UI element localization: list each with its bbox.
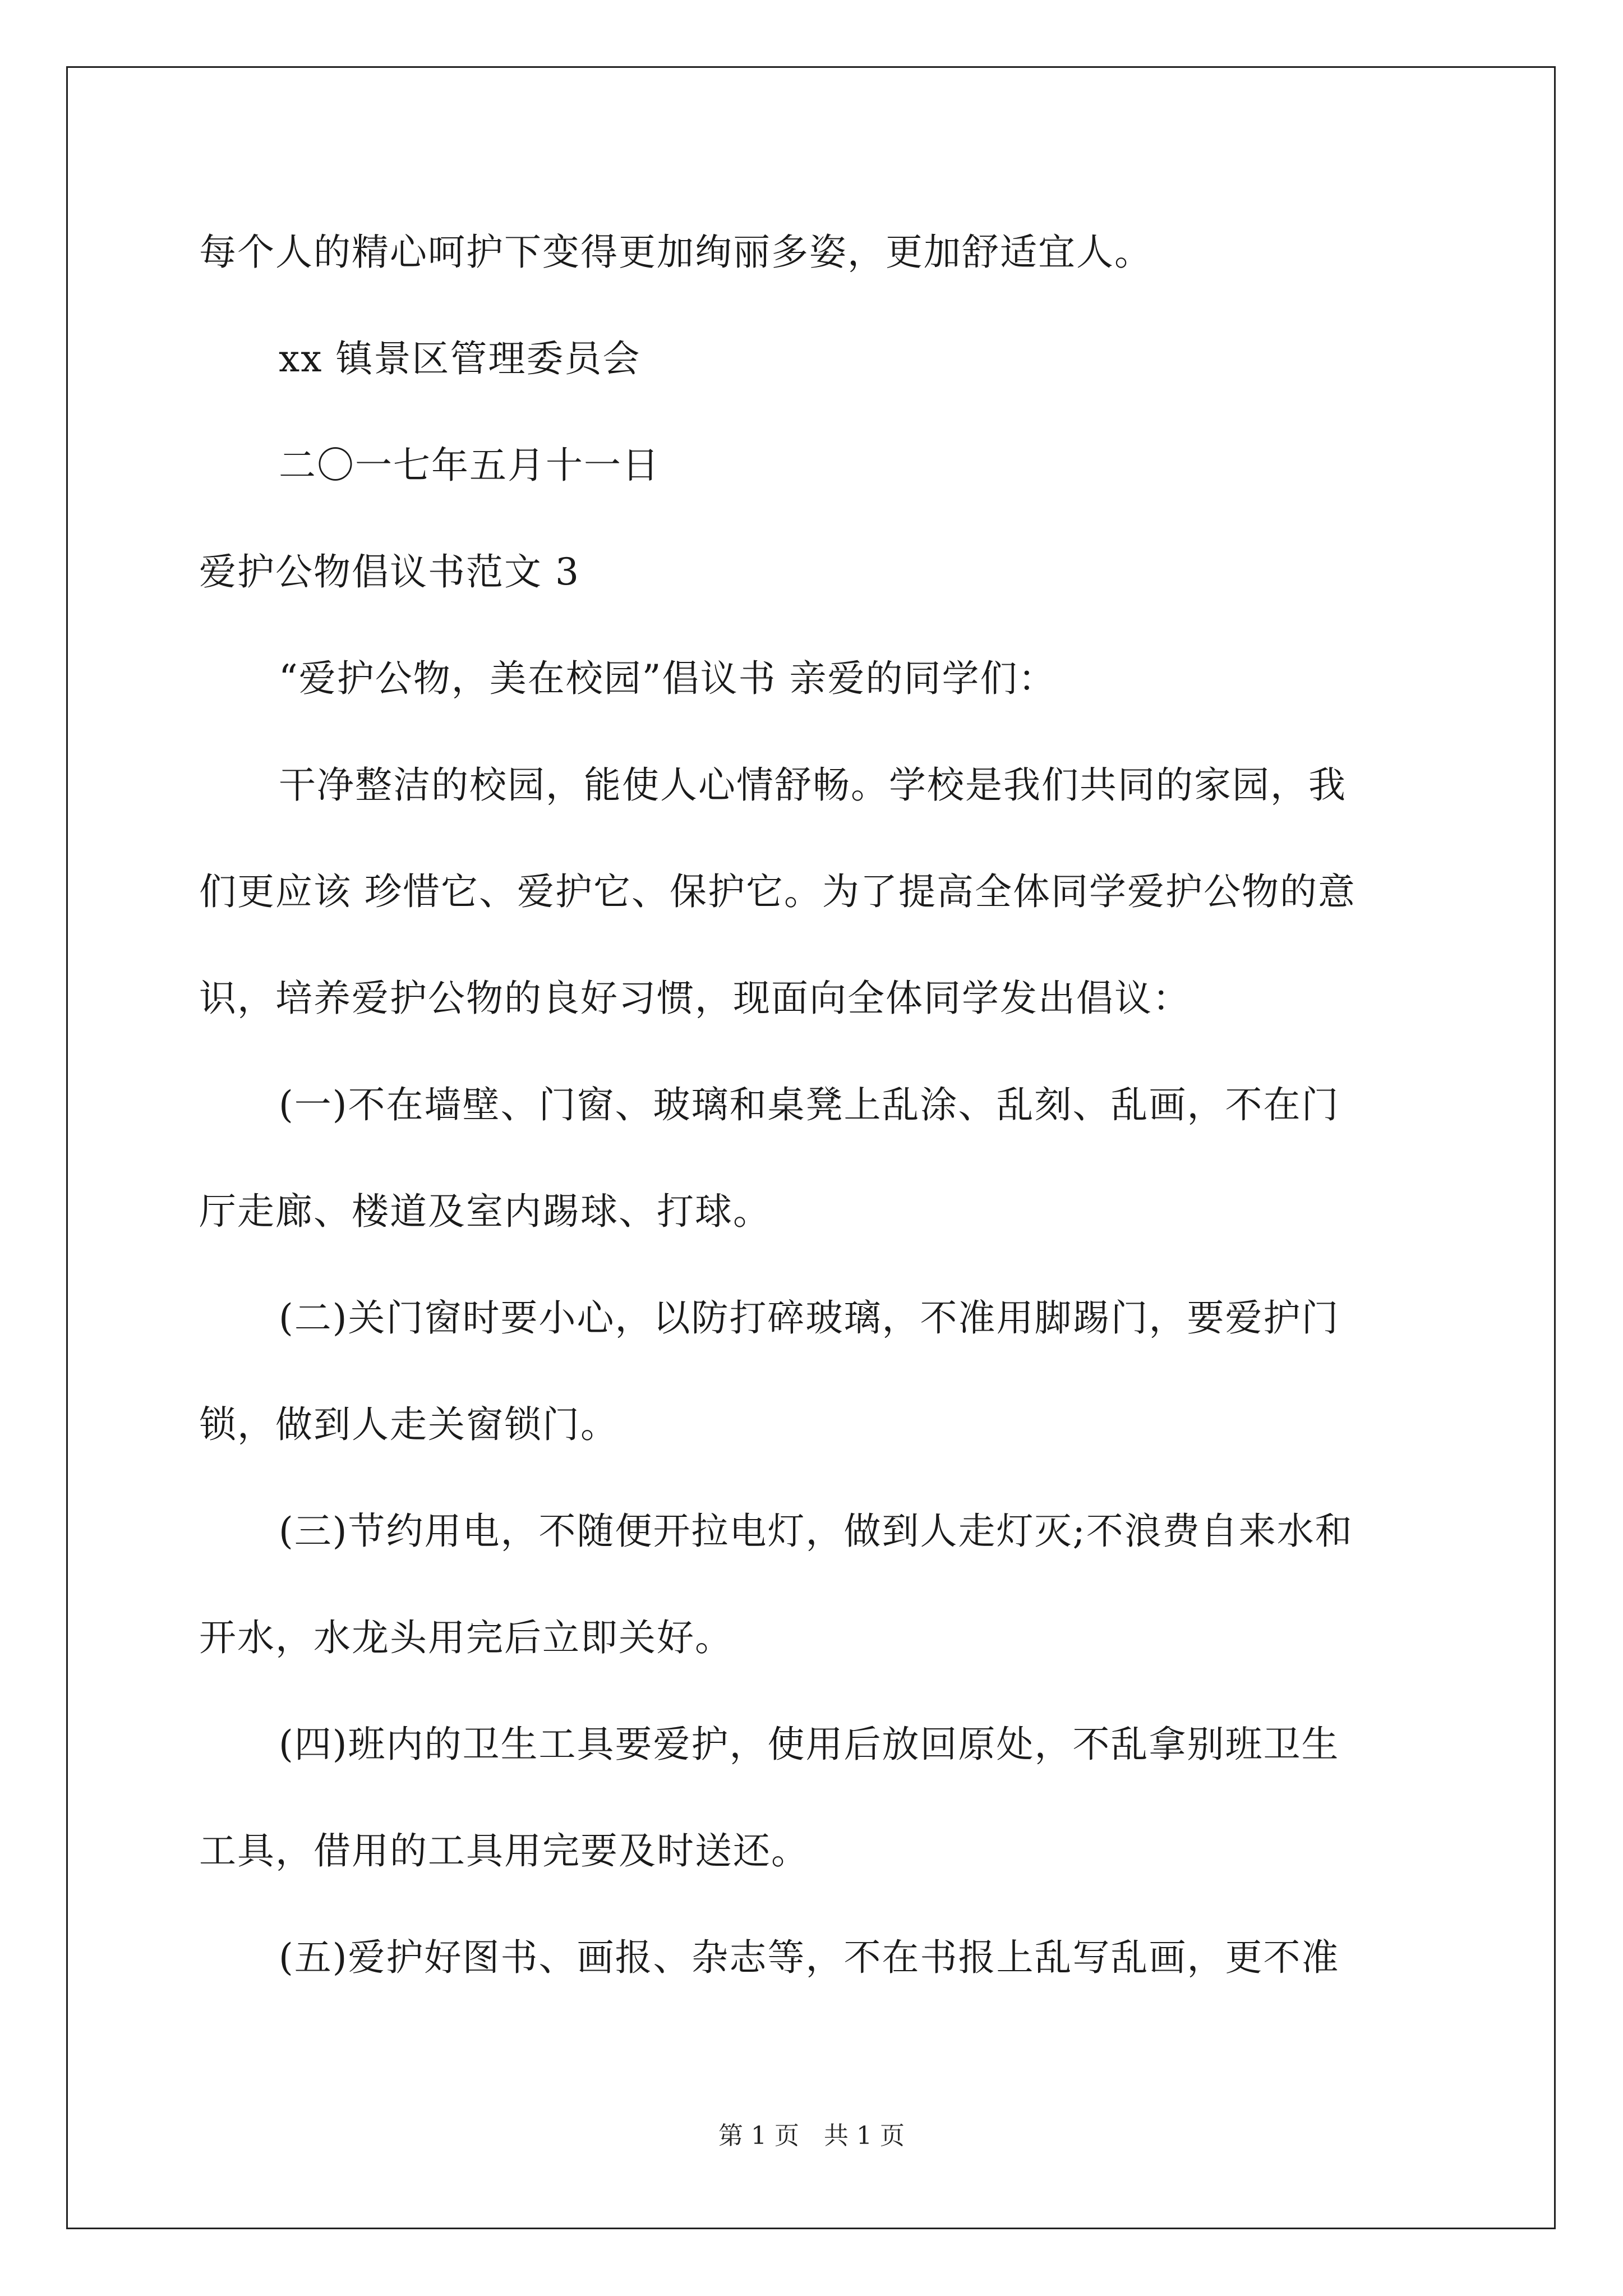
item-1-line-1: (一)不在墙壁、门窗、玻璃和桌凳上乱涂、乱刻、乱画，不在门 [279, 1083, 1340, 1126]
item-2-line-1: (二)关门窗时要小心，以防打碎玻璃，不准用脚踢门，要爱护门 [279, 1296, 1340, 1340]
page-border [66, 66, 1556, 2229]
organization-signature: xx 镇景区管理委员会 [279, 337, 641, 380]
item-5-line-1: (五)爱护好图书、画报、杂志等，不在书报上乱写乱画，更不准 [279, 1936, 1340, 1979]
item-3-line-1: (三)节约用电，不随便开拉电灯，做到人走灯灭;不浪费自来水和 [279, 1510, 1353, 1553]
section-heading: 爱护公物倡议书范文 3 [199, 550, 580, 593]
proposal-title-line: “爱护公物，美在校园”倡议书 亲爱的同学们： [279, 657, 1057, 700]
item-2-line-2: 锁，做到人走关窗锁门。 [199, 1403, 619, 1446]
signature-date: 二〇一七年五月十一日 [279, 444, 660, 487]
item-4-line-2: 工具，借用的工具用完要及时送还。 [199, 1829, 809, 1872]
text-line-1: 每个人的精心呵护下变得更加绚丽多姿，更加舒适宜人。 [199, 231, 1152, 274]
page-number-footer: 第 1 页 共 1 页 [718, 2122, 905, 2150]
text-line-7: 们更应该 珍惜它、爱护它、保护它。为了提高全体同学爱护公物的意 [199, 870, 1356, 913]
item-3-line-2: 开水，水龙头用完后立即关好。 [199, 1616, 733, 1659]
item-4-line-1: (四)班内的卫生工具要爱护，使用后放回原处，不乱拿别班卫生 [279, 1723, 1340, 1766]
item-1-line-2: 厅走廊、楼道及室内踢球、打球。 [199, 1190, 771, 1233]
text-line-8: 识，培养爱护公物的良好习惯，现面向全体同学发出倡议： [199, 977, 1191, 1020]
text-line-6: 干净整洁的校园，能使人心情舒畅。学校是我们共同的家园，我 [279, 763, 1347, 807]
